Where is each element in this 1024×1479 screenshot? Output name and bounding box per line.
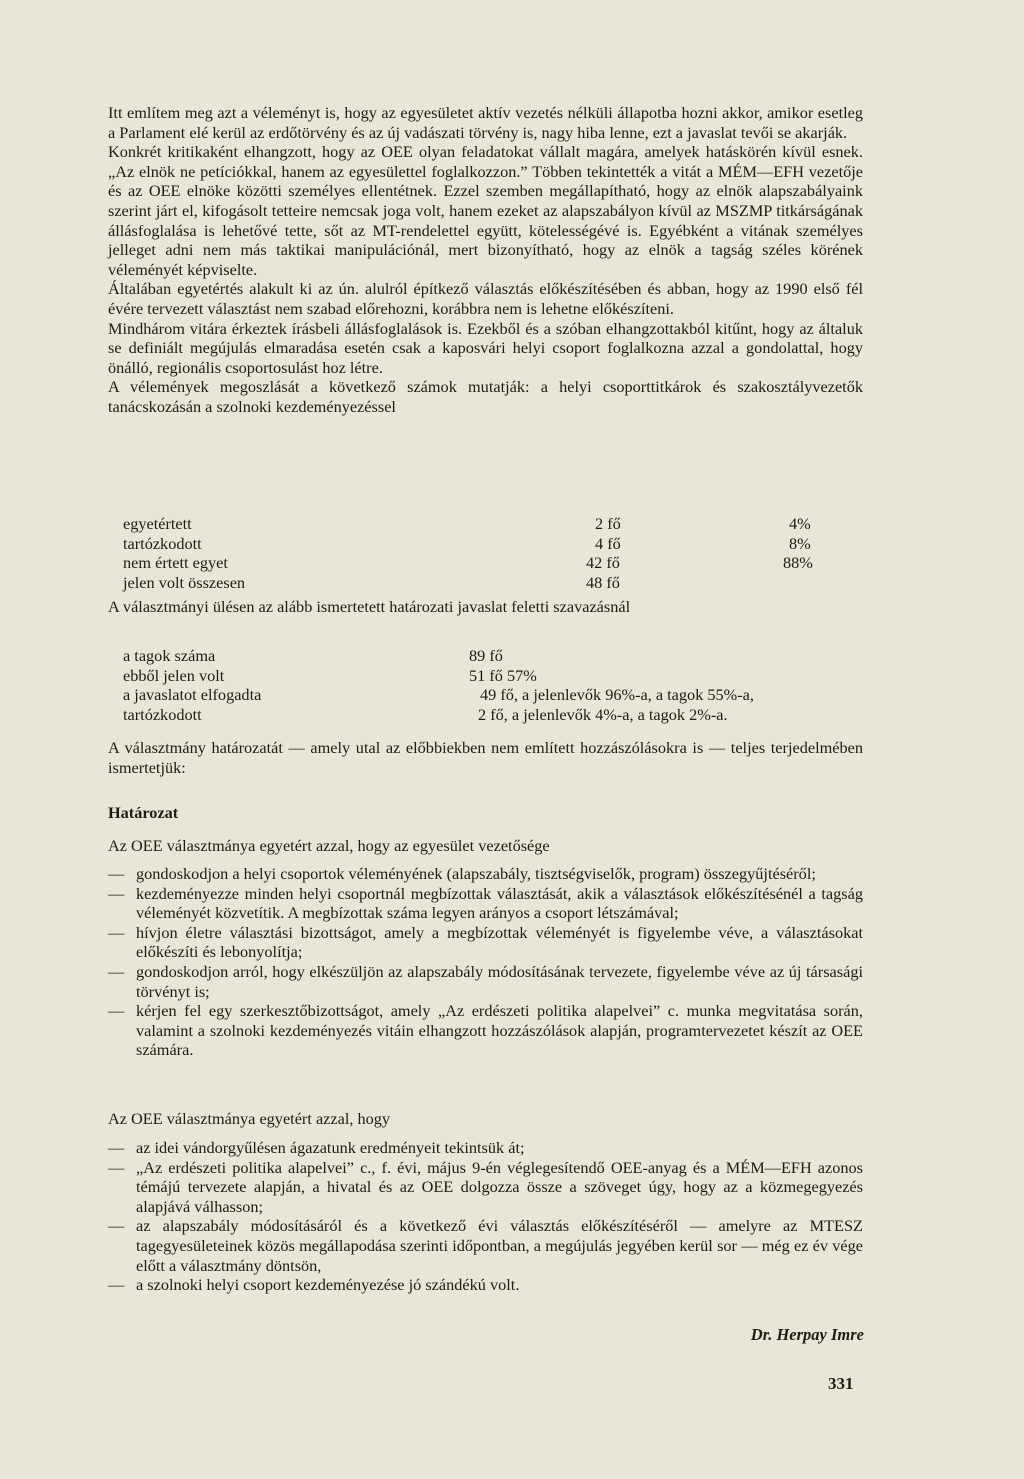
vote-percent: 8%	[789, 533, 811, 553]
list-item	[108, 1216, 863, 1275]
list-item-text: az alapszabály módosításáról és a következő évi választás előkészítéséről — amelyre az MTESZ tagegyesületeinek közös megállapodása szerinti időpontban, a megújulás jegyében kerül sor — még ez év vége előtt a választmány döntsön,	[136, 1216, 863, 1275]
vote-label: nem értett egyet	[123, 553, 228, 573]
dash-mark: —	[108, 961, 125, 981]
vote-label: a tagok száma	[123, 646, 216, 665]
paragraph: A vélemények megoszlását a következő számok mutatják: a helyi csoporttitkárok és szakosztályvezetők tanácskozásán a szolnoki kezdeményezéssel	[108, 377, 863, 416]
paragraph: Általában egyetértés alakult ki az ún. alulról építkező választás előkészítésében és abban, hogy az 1990 első fél évére tervezett választást nem szabad előrehozni, korábbra nem is lehetne előkészíteni.	[108, 279, 863, 318]
list-item	[108, 884, 863, 923]
list-item-text: kezdeményezze minden helyi csoportnál megbízottak választását, akik a választások előkészítésénél a tagság véleményét közvetítik. A megbízottak száma legyen arányos a csoport létszámával;	[136, 883, 863, 923]
resolution-heading: Határozat	[108, 803, 179, 822]
vote-label: tartózkodott	[123, 704, 202, 724]
vote-label: tartózkodott	[123, 533, 202, 553]
vote-percent: 4%	[789, 514, 811, 533]
vote-value: 51 fő 57%	[469, 665, 537, 685]
paragraph: Konkrét kritikaként elhangzott, hogy az OEE olyan feladatokat vállalt magára, amelyek hatáskörén kívül esnek. „Az elnök ne petíciókkal, hanem az egyesülettel foglalkozzon.” Többen tekintették a vitát a MÉM—EFH vezetője és az OEE elnöke közötti személyes ellentétnek. Ezzel szemben megállapítható, hogy az elnök alapszabályaink szerint járt el, kifogásolt tetteire nemcsak joga volt, hanem ezeket az alapszabályon kívül az MSZMP titkárságának állásfoglalása is lehetővé tette, sőt az MT-rendelettel együtt, kötelességévé is. Egyébként a vitának személyes jelleget adni nem más taktikai manipulációnál, mert bizonyítható, hogy az elnök a tagság széles körének véleményét képviselte.	[108, 142, 863, 279]
paragraph: Mindhárom vitára érkeztek írásbeli állásfoglalások is. Ezekből és a szóban elhangzottakból kitűnt, hogy az általuk se definiált megújulás elmaradása esetén csak a kaposvári helyi csoport foglalkozna azzal a gondolattal, hogy önálló, regionális csoportosulást hoz létre.	[108, 318, 863, 377]
resolution-intro: A választmány határozatát — amely utal az előbbiekben nem említett hozzászólásokra is — teljes terjedelmében ismertetjük:	[108, 738, 863, 777]
vote-count: 48 fő	[586, 572, 620, 592]
list-item-text: hívjon életre választási bizottságot, amely a megbízottak véleményét is figyelembe véve, a választásokat előkészíti és lebonyolítja;	[136, 922, 863, 962]
table-row	[123, 685, 863, 705]
vote-label: a javaslatot elfogadta	[123, 685, 262, 705]
resolution-items-1	[108, 864, 863, 1060]
list-item	[108, 1275, 863, 1295]
dash-mark: —	[108, 864, 125, 883]
vote-value: 2 fő, a jelenlevők 4%-a, a tagok 2%-a.	[478, 704, 728, 724]
table-row	[123, 534, 863, 554]
page-number: 331	[828, 1374, 854, 1393]
table-row	[123, 514, 863, 534]
resolution-items-2	[108, 1138, 863, 1295]
vote-count: 4 fő	[595, 533, 621, 553]
vote-label: egyetértett	[123, 514, 192, 533]
dash-mark: —	[108, 1216, 125, 1236]
vote-value: 49 fő, a jelenlevők 96%-a, a tagok 55%-a,	[480, 685, 754, 705]
vote-2-intro: A választmányi ülésen az alább ismertetett határozati javaslat feletti szavazásnál	[108, 597, 631, 616]
list-item	[108, 1158, 863, 1217]
vote-table-1	[123, 514, 863, 592]
list-item	[108, 1001, 863, 1060]
table-row	[123, 553, 863, 573]
dash-mark: —	[108, 1157, 125, 1177]
vote-percent: 88%	[783, 553, 813, 573]
list-item	[108, 1138, 863, 1158]
list-item-text: „Az erdészeti politika alapelvei” c., f. évi, május 9-én véglegesítendő OEE-anyag és a MÉM—EFH azonos témájú tervezete alapján, a hivatal és az OEE dolgozza össze a szöveget úgy, hogy az a közmegegyezés alapjává válhasson;	[136, 1157, 863, 1216]
vote-count: 2 fő	[595, 514, 621, 533]
dash-mark: —	[108, 883, 125, 903]
list-item	[108, 923, 863, 962]
vote-label: ebből jelen volt	[123, 665, 225, 685]
list-item-text: a szolnoki helyi csoport kezdeményezése jó szándékú volt.	[136, 1275, 520, 1295]
list-item-text: gondoskodjon a helyi csoportok véleményének (alapszabály, tisztségviselők, program) összegyűjtéséről;	[136, 864, 816, 883]
paragraph: Itt említem meg azt a véleményt is, hogy az egyesületet aktív vezetés nélküli állapotba hozni akkor, amikor esetleg a Parlament elé kerül az erdőtörvény és az új vadászati törvény is, nagy hiba lenne, ezt a javaslat tevői se akarják.	[108, 103, 863, 142]
dash-mark: —	[108, 1138, 125, 1157]
table-row	[123, 646, 863, 666]
list-item-text: gondoskodjon arról, hogy elkészüljön az alapszabály módosításának tervezete, figyelembe véve az új társasági törvényt is;	[136, 961, 863, 1001]
dash-mark: —	[108, 1001, 125, 1021]
list-item-text: kérjen fel egy szerkesztőbizottságot, amely „Az erdészeti politika alapelvei” c. munka megvitatása során, valamint a szolnoki kezdeményezés vitáin elhangzott hozzászólások alapján, programtervezetet készít az OEE számára.	[136, 1001, 863, 1060]
vote-table-2	[123, 646, 863, 724]
resolution-lead-1: Az OEE választmánya egyetért azzal, hogy az egyesület vezetősége	[108, 836, 550, 855]
list-item-text: az idei vándorgyűlésen ágazatunk eredményeit tekintsük át;	[136, 1138, 525, 1157]
table-row	[123, 573, 863, 593]
vote-value: 89 fő	[469, 646, 503, 665]
list-item	[108, 864, 863, 884]
vote-label: jelen volt összesen	[123, 572, 246, 592]
dash-mark: —	[108, 1275, 125, 1295]
list-item	[108, 962, 863, 1001]
resolution-lead-2: Az OEE választmánya egyetért azzal, hogy	[108, 1109, 391, 1128]
author-signature: Dr. Herpay Imre	[750, 1325, 864, 1344]
table-row	[123, 666, 863, 686]
dash-mark: —	[108, 922, 125, 942]
vote-count: 42 fő	[586, 553, 620, 573]
table-row	[123, 705, 863, 725]
body-paragraphs	[108, 103, 863, 417]
